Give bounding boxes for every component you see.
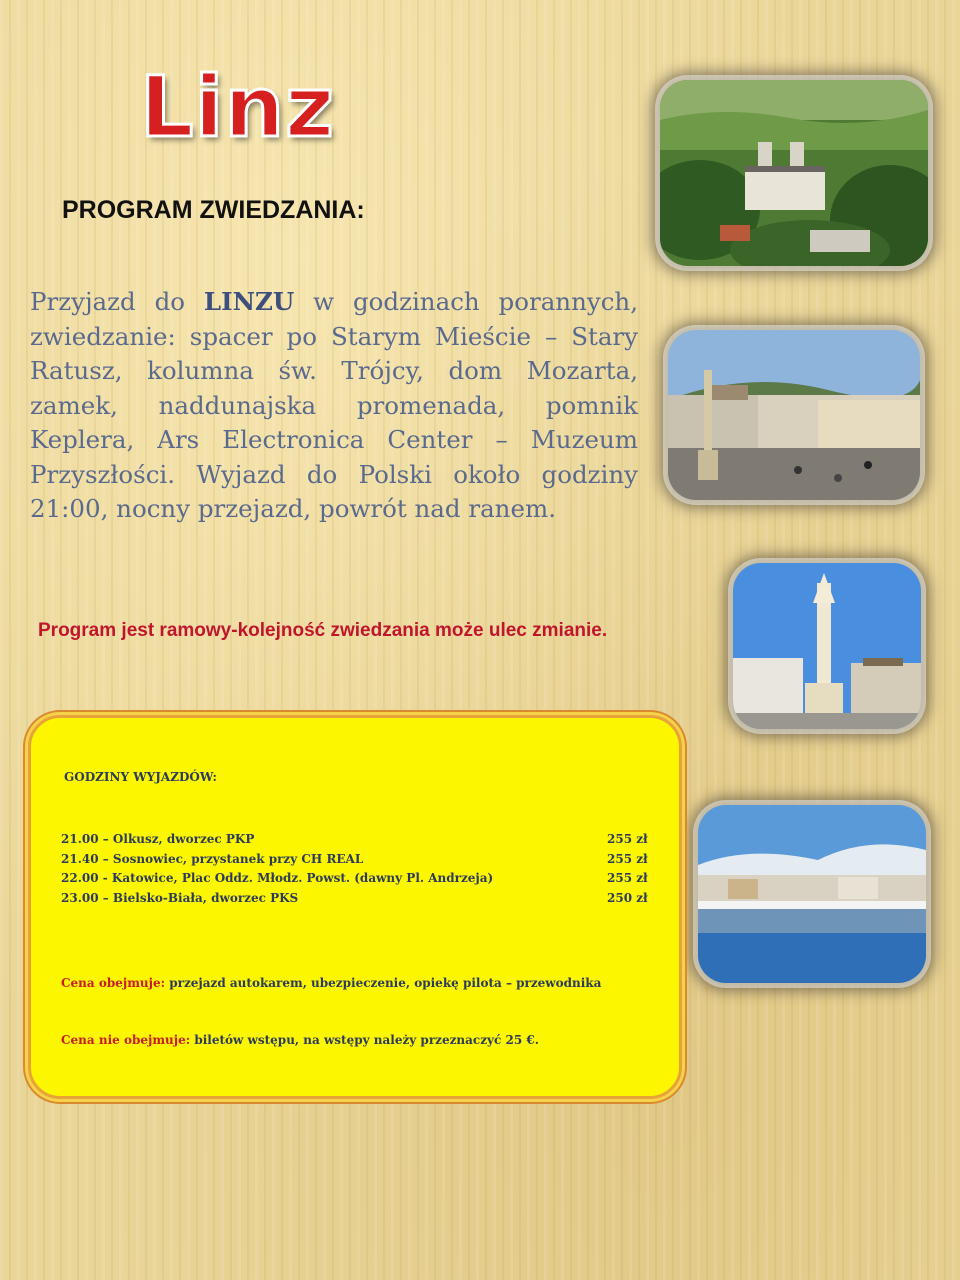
program-heading: PROGRAM ZWIEDZANIA: — [62, 196, 365, 224]
intro-post: w godzinach porannych, zwiedzanie: spacer po Starym Mieście – Stary Ratusz, kolumna św. Trójcy, dom Mozarta, zamek, naddunajska promenada, pomnik Keplera, Ars Electronica Center – Muzeum Przyszłości. Wyjazd do Polski około godziny 21:00, nocny przejazd, powrót nad ranem. — [30, 287, 638, 523]
departure-price: 250 zł — [607, 890, 648, 905]
departure-price: 255 zł — [607, 832, 648, 846]
departure-row — [61, 869, 655, 889]
photo-postlingberg — [660, 80, 928, 266]
departures-list — [61, 830, 655, 908]
departure-row — [61, 889, 655, 909]
intro-pre: Przyjazd do — [30, 287, 204, 316]
photo-main-square — [668, 330, 920, 500]
departure-place: 22.00 - Katowice, Plac Oddz. Młodz. Powst. (dawny Pl. Andrzeja) — [61, 871, 494, 885]
departure-place: 21.40 – Sosnowiec, przystanek przy CH REAL — [61, 851, 364, 866]
departure-row — [61, 850, 655, 870]
price-includes — [61, 976, 601, 990]
price-includes-text: przejazd autokarem, ubezpieczenie, opiekę pilota – przewodnika — [165, 976, 602, 990]
program-notice: Program jest ramowy-kolejność zwiedzania może ulec zmianie. — [38, 620, 608, 641]
page-title: Linz — [140, 58, 336, 156]
departures-box — [28, 715, 682, 1099]
price-excludes-label: Cena nie obejmuje: — [61, 1033, 191, 1047]
intro-city: LINZU — [203, 287, 295, 316]
departure-row — [61, 830, 655, 850]
price-excludes — [61, 1033, 539, 1047]
program-description — [30, 285, 638, 527]
price-includes-label: Cena obejmuje: — [61, 976, 166, 990]
departure-price: 255 zł — [607, 851, 648, 866]
price-excludes-text: biletów wstępu, na wstępy należy przeznaczyć 25 €. — [190, 1033, 539, 1047]
photo-danube-panorama — [698, 805, 926, 983]
departure-place: 23.00 – Bielsko-Biała, dworzec PKS — [61, 890, 299, 905]
departure-place: 21.00 – Olkusz, dworzec PKP — [61, 832, 255, 846]
departures-title: GODZINY WYJAZDÓW: — [64, 770, 217, 784]
departure-price: 255 zł — [607, 871, 648, 885]
photo-trinity-column — [733, 563, 921, 729]
